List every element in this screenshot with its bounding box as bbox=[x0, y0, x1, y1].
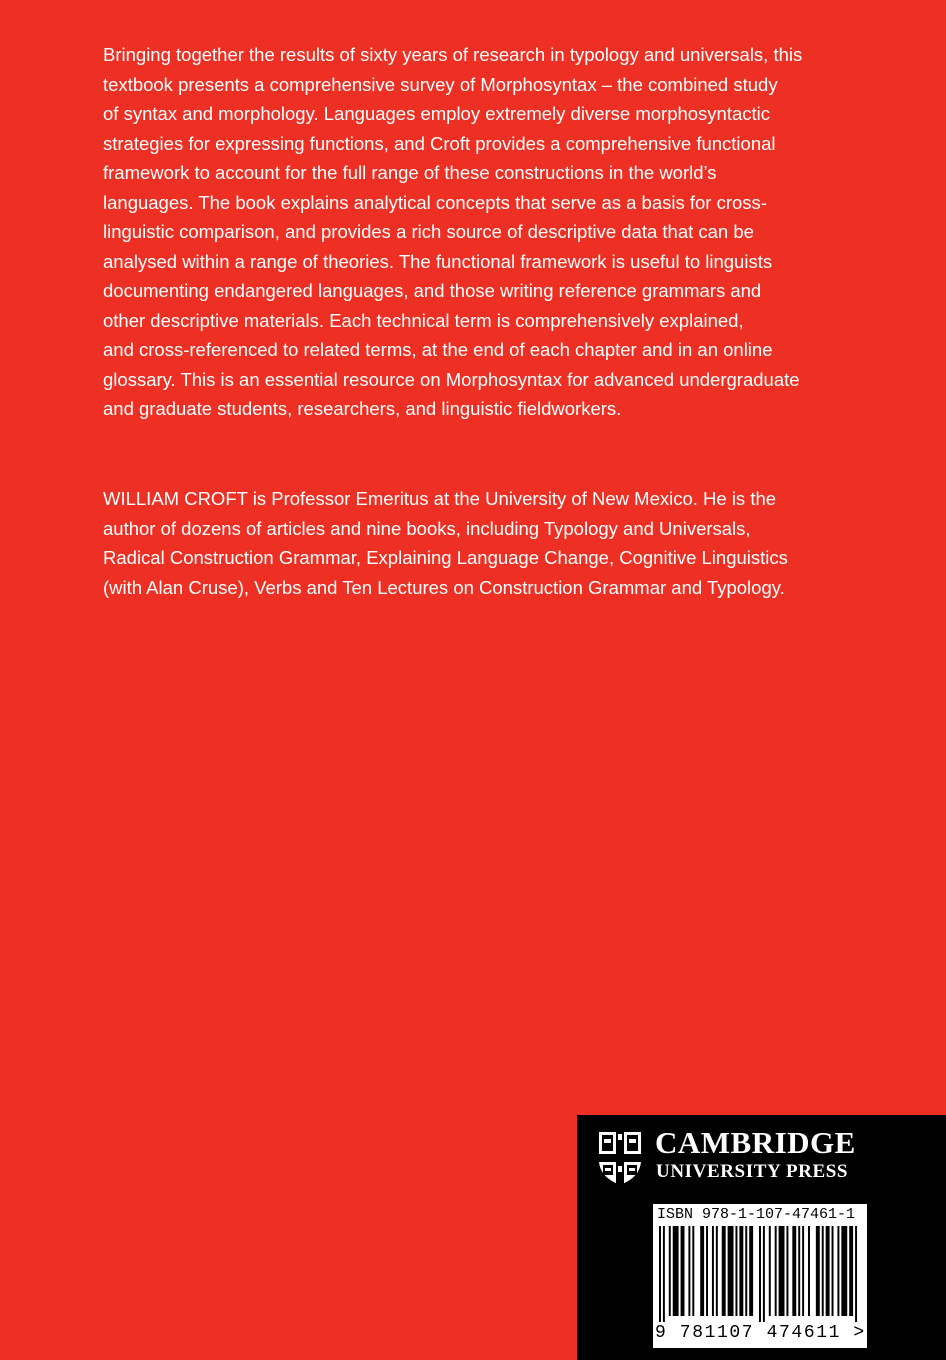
barcode-bar bbox=[841, 1226, 847, 1316]
barcode-bar bbox=[745, 1226, 747, 1316]
barcode-bar bbox=[832, 1226, 834, 1316]
barcode-bar bbox=[706, 1226, 708, 1316]
barcode-bar bbox=[749, 1226, 753, 1316]
publisher-panel bbox=[577, 1115, 946, 1360]
barcode-bar bbox=[663, 1226, 665, 1322]
cambridge-crest-icon bbox=[597, 1130, 643, 1186]
barcode-bar bbox=[808, 1226, 810, 1316]
barcode-bar bbox=[826, 1226, 830, 1316]
barcode-bar bbox=[802, 1226, 804, 1316]
barcode-bar bbox=[700, 1226, 704, 1316]
barcode-icon bbox=[659, 1226, 859, 1322]
barcode-bar bbox=[837, 1226, 839, 1316]
barcode-bar bbox=[722, 1226, 726, 1316]
barcode-bar bbox=[798, 1226, 800, 1316]
barcode-bar bbox=[855, 1226, 857, 1322]
barcode-bar bbox=[775, 1226, 777, 1316]
barcode-bar bbox=[816, 1226, 820, 1316]
barcode-bar bbox=[692, 1226, 694, 1316]
barcode-bar bbox=[681, 1226, 685, 1316]
barcode-bar bbox=[735, 1226, 737, 1316]
barcode-bar bbox=[728, 1226, 734, 1316]
barcode-bar bbox=[763, 1226, 765, 1322]
barcode-bar bbox=[659, 1226, 661, 1322]
barcode-bar bbox=[759, 1226, 761, 1322]
barcode-label bbox=[653, 1204, 867, 1348]
author-biography: WILLIAM CROFT is Professor Emeritus at the University of New Mexico. He is the author of dozens of articles and nine books, including Typology and Universals, Radical Construction Grammar, Explaining Language Change, Cognitive Linguistics (with Alan Cruse), Verbs and Ten Lectures on Construction Grammar and Typology. bbox=[103, 488, 788, 598]
barcode-bar bbox=[673, 1226, 679, 1316]
barcode-bar bbox=[712, 1226, 714, 1316]
barcode-bar bbox=[786, 1226, 788, 1316]
barcode-bar bbox=[769, 1226, 771, 1316]
barcode-bar bbox=[669, 1226, 671, 1316]
barcode-bar bbox=[739, 1226, 743, 1316]
barcode-digits: 9 781107 474611 > bbox=[655, 1323, 866, 1343]
barcode-bar bbox=[822, 1226, 824, 1316]
barcode-bar bbox=[688, 1226, 690, 1316]
publisher-subname: UNIVERSITY PRESS bbox=[656, 1161, 849, 1182]
barcode-bar bbox=[792, 1226, 796, 1316]
publisher-name: CAMBRIDGE bbox=[655, 1125, 856, 1160]
barcode-bar bbox=[779, 1226, 785, 1316]
barcode-bar bbox=[849, 1226, 853, 1316]
isbn-number: ISBN 978-1-107-47461-1 bbox=[657, 1206, 856, 1223]
barcode-bar bbox=[716, 1226, 718, 1316]
book-description: Bringing together the results of sixty years of research in typology and universals, this textbook presents a comprehensive survey of Morphosyntax – the combined study of syntax and morphology. Languages employ extremely diverse morphosyntactic strategies for expressing functions, and Croft provides a comprehensive functional framework to account for the full range of these constructions in the world’s languages. The book explains analytical concepts that serve as a basis for cross- linguistic comparison, and provides a rich source of descriptive data that can be analysed within a range of theories. The functional framework is useful to linguists documenting endangered languages, and those writing reference grammars and other descriptive materials. Each technical term is comprehensively explained, and cross-referenced to related terms, at the end of each chapter and in an online glossary. This is an essential resource on Morphosyntax for advanced undergraduate and graduate students, researchers, and linguistic fieldworkers. bbox=[103, 44, 803, 419]
